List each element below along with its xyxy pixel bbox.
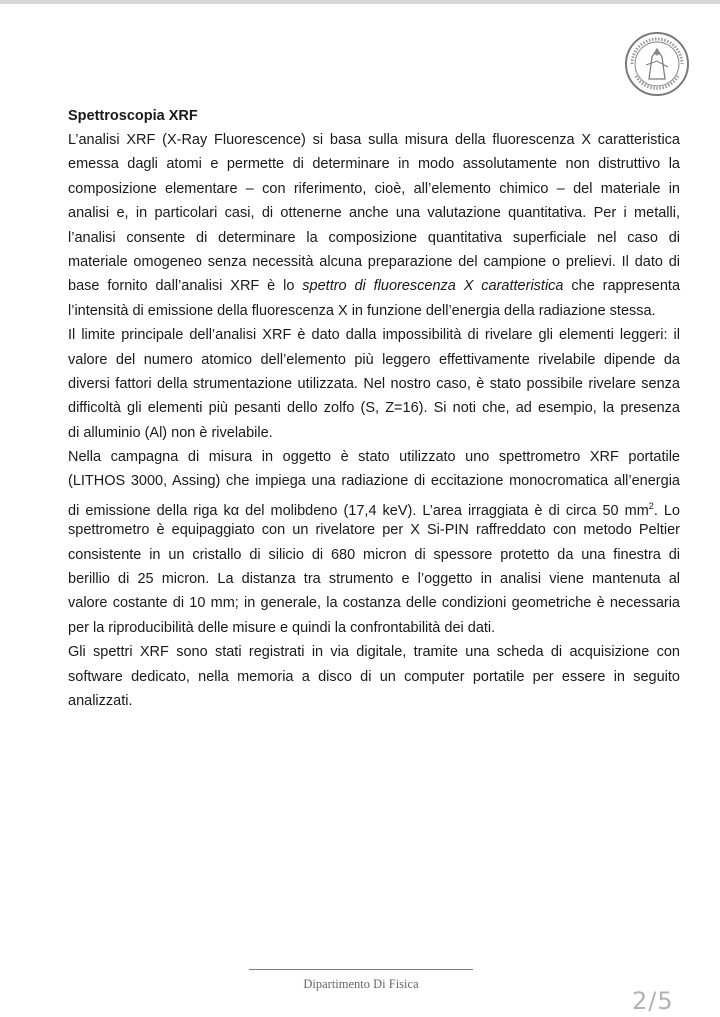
text-run: che rappresenta <box>571 278 681 295</box>
section-heading: Spettroscopia XRF <box>68 108 198 124</box>
paragraph-acquisition <box>68 640 680 713</box>
superscript: 2 <box>648 500 654 511</box>
text-line: valore costante di 10 mm; in generale, la costanza delle condizioni geometriche è necessaria <box>68 595 680 612</box>
document-body <box>68 104 680 713</box>
text-line <box>68 494 680 518</box>
text-line: software dedicato, nella memoria a disco di un computer portatile per essere in seguito <box>68 668 680 685</box>
text-line: l’analisi consente di determinare la composizione quantitativa superficiale nel caso di <box>68 229 680 246</box>
text-line: (LITHOS 3000, Assing) che impiega una radiazione di eccitazione monocromatica all’energia <box>68 473 680 490</box>
text-line: consistente in un cristallo di silicio di 680 micron di spessore protetto da una finestra di <box>68 546 680 563</box>
paragraph-instrument <box>68 445 680 640</box>
footer-department: Dipartimento Di Fisica <box>303 977 419 991</box>
text-line: per la riproducibilità delle misure e quindi la confrontabilità dei dati. <box>68 619 496 636</box>
text-line: composizione elementare – con riferimento, cioè, all’elemento chimico – del materiale in <box>68 180 680 197</box>
text-line: analisi e, in particolari casi, di ottenerne anche una valutazione quantitativa. Per i metalli, <box>68 205 680 222</box>
text-line: diversi fattori della strumentazione utilizzata. Nel nostro caso, è stato possibile rivelare senza <box>68 375 680 392</box>
page-indicator: 2/5 <box>632 987 674 1015</box>
paragraph-detection-limit <box>68 323 680 445</box>
text-line: emessa dagli atomi e permette di determinare in modo assolutamente non distruttivo la <box>68 156 680 173</box>
footer-divider <box>249 969 473 970</box>
text-line: Nella campagna di misura in oggetto è stato utilizzato uno spettrometro XRF portatile <box>68 449 680 466</box>
text-line: di alluminio (Al) non è rivelabile. <box>68 424 273 441</box>
text-line: analizzati. <box>68 692 133 709</box>
text-run: base fornito dall’analisi XRF è lo <box>68 278 295 295</box>
text-line: l’intensità di emissione della fluorescenza X in funzione dell’energia della radiazione stessa. <box>68 302 656 319</box>
text-line: valore del numero atomico dell’elemento più leggero effettivamente rivelabile dipende da <box>68 351 680 368</box>
text-line: Il limite principale dell’analisi XRF è dato dalla impossibilità di rivelare gli elementi leggeri: il <box>68 327 680 344</box>
top-edge <box>0 0 720 4</box>
text-line: spettrometro è equipaggiato con un rivelatore per X Si-PIN raffreddato con metodo Peltier <box>68 522 680 539</box>
university-seal-icon <box>624 31 690 97</box>
text-line: berillio di 25 micron. La distanza tra strumento e l’oggetto in analisi viene mantenuta al <box>68 571 680 588</box>
text-run: . Lo <box>653 502 680 519</box>
paragraph-xrf-intro <box>68 128 680 323</box>
italic-term: spettro di fluorescenza X caratteristica <box>302 278 564 295</box>
text-line: difficoltà gli elementi più pesanti dello zolfo (S, Z=16). Si noti che, ad esempio, la presenza <box>68 400 680 417</box>
text-line: L’analisi XRF (X-Ray Fluorescence) si basa sulla misura della fluorescenza X caratteristica <box>68 132 680 148</box>
text-line: materiale omogeneo senza necessità alcuna preparazione del campione o prelievi. Il dato di <box>68 253 680 270</box>
text-line: Gli spettri XRF sono stati registrati in via digitale, tramite una scheda di acquisizione con <box>68 644 680 661</box>
text-run: di emissione della riga kα del molibdeno (17,4 keV). L’area irraggiata è di circa 50 mm <box>68 502 649 519</box>
text-line <box>68 274 680 298</box>
